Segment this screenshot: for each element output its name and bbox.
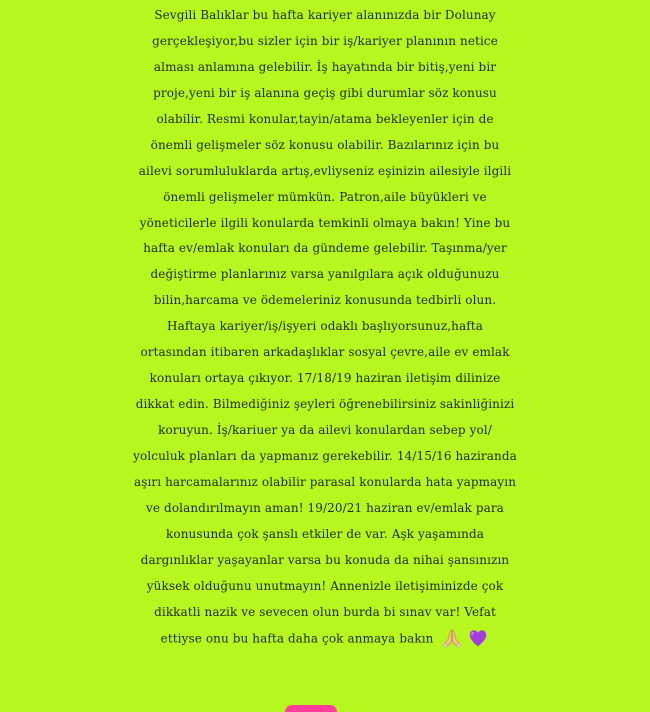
text-line: dargınlıklar yaşayanlar varsa bu konuda da nihai şansınızın bbox=[140, 552, 510, 567]
text-line: ortasından itibaren arkadaşlıklar sosyal çevre,aile ev emlak bbox=[140, 345, 510, 360]
text-line: dikkatli nazik ve sevecen olun burda bi sınav var! Vefat bbox=[154, 604, 496, 619]
text-line: önemli gelişmeler mümkün. Patron,aile büyükleri ve bbox=[163, 189, 487, 204]
text-line: konusunda çok şanslı etkiler de var. Aşk yaşamında bbox=[166, 526, 484, 541]
text-line: gerçekleşiyor,bu sizler için bir iş/kariyer planının netice bbox=[152, 33, 498, 48]
text-line: Haftaya kariyer/iş/işyeri odaklı başlıyorsunuz,hafta bbox=[167, 319, 483, 334]
text-line-last bbox=[0, 626, 650, 652]
text-line: yüksek olduğunu unutmayın! Annenizle iletişiminizde çok bbox=[146, 578, 504, 593]
text-line: yolculuk planları da yapmanız gerekebilir. 14/15/16 haziranda bbox=[133, 448, 517, 463]
text-line: proje,yeni bir iş alanına geçiş gibi durumlar söz konusu bbox=[153, 85, 497, 100]
emoji-row bbox=[441, 626, 489, 652]
text-line: ve dolandırılmayın aman! 19/20/21 haziran ev/emlak para bbox=[146, 500, 504, 515]
text-line: ailevi sorumluluklarda artış,evliyseniz eşinizin ailesiyle ilgili bbox=[138, 163, 512, 178]
text-line: koruyun. İş/kariuer ya da ailevi konulardan sebep yol/ bbox=[158, 423, 492, 437]
text-line: değiştirme planlarınız varsa yanılgılara açık olduğunuzu bbox=[150, 267, 500, 282]
text-line: aşırı harcamalarınız olabilir parasal konularda hata yapmayın bbox=[133, 474, 517, 489]
text-line: hafta ev/emlak konuları da gündeme gelebilir. Taşınma/yer bbox=[143, 241, 507, 256]
text-line: alması anlamına gelebilir. İş hayatında bir bitiş,yeni bir bbox=[153, 59, 497, 74]
bottom-accent-bar bbox=[285, 705, 337, 712]
text-line: konuları ortaya çıkıyor. 17/18/19 haziran iletişim dilinize bbox=[149, 371, 501, 386]
last-line-text: ettiyse onu bu hafta daha çok anmaya bakın bbox=[160, 630, 434, 645]
purple-heart-icon bbox=[467, 627, 489, 649]
text-line: dikkat edin. Bilmediğiniz şeyleri öğrenebilirsiniz sakinliğinizi bbox=[135, 397, 515, 412]
praying-hands-icon bbox=[441, 627, 463, 649]
text-line: olabilir. Resmi konular,tayin/atama bekleyenler için de bbox=[156, 111, 494, 126]
text-line: yöneticilerle ilgili konularda temkinli olmaya bakın! Yine bu bbox=[139, 215, 511, 230]
text-line: Sevgili Balıklar bu hafta kariyer alanınızda bir Dolunay bbox=[154, 8, 496, 22]
text-line: bilin,harcama ve ödemeleriniz konusunda tedbirli olun. bbox=[153, 293, 497, 308]
text-line: önemli gelişmeler söz konusu olabilir. Bazılarınız için bu bbox=[150, 137, 500, 152]
